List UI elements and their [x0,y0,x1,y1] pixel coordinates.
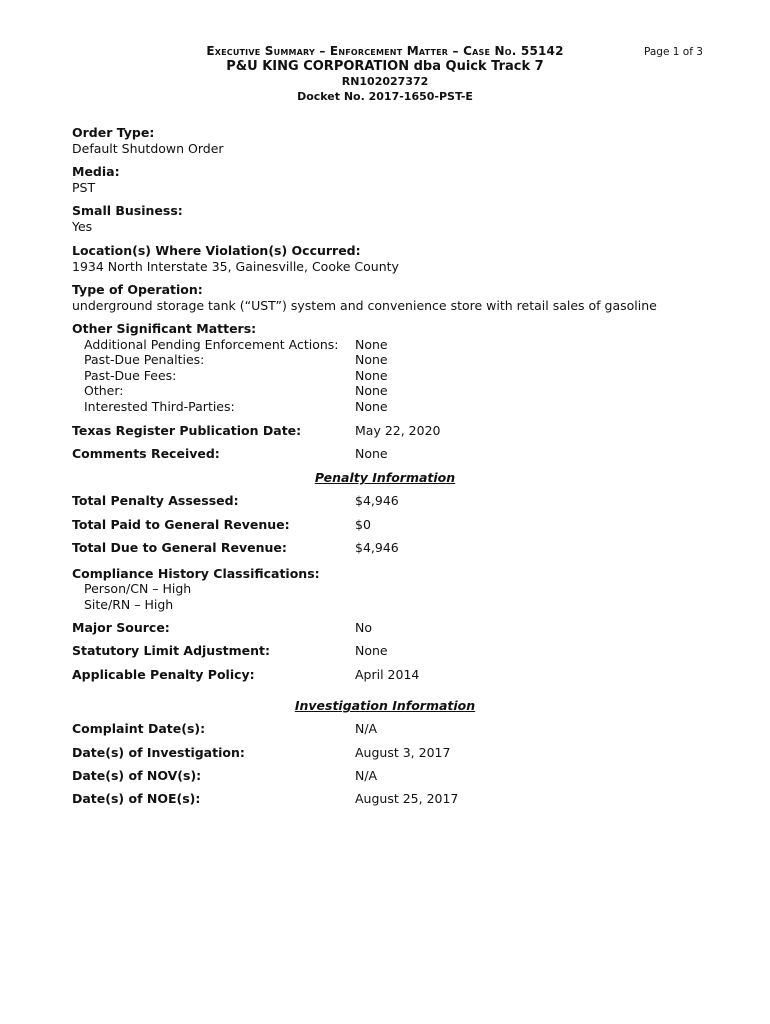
penalty-due-value: $4,946 [355,540,399,555]
major-source-label: Major Source: [72,620,170,635]
other-matters-label: Other Significant Matters: [72,321,257,336]
comments-value: None [355,446,388,461]
comments-label: Comments Received: [72,446,220,461]
company-name: P&U KING CORPORATION dba Quick Track 7 [226,59,544,74]
small-business-value: Yes [72,219,93,234]
other-matters-item-label: Other: [84,383,124,398]
operation-label: Type of Operation: [72,282,203,297]
other-matters-item-label: Past-Due Fees: [84,368,177,383]
compliance-item: Site/RN – High [84,597,174,612]
investigation-date-value: August 3, 2017 [355,745,451,760]
media-value: PST [72,180,96,195]
small-business-label: Small Business: [72,203,183,218]
order-type-value: Default Shutdown Order [72,141,224,156]
register-date-label: Texas Register Publication Date: [72,423,302,438]
statutory-value: None [355,643,388,658]
docket-number: Docket No. 2017-1650-PST-E [297,90,473,103]
policy-label: Applicable Penalty Policy: [72,667,255,682]
location-value: 1934 North Interstate 35, Gainesville, Cooke County [72,259,399,274]
operation-value: underground storage tank (“UST”) system and convenience store with retail sales of gasoline [72,298,657,313]
penalty-due-label: Total Due to General Revenue: [72,540,287,555]
nov-label: Date(s) of NOV(s): [72,768,202,783]
noe-label: Date(s) of NOE(s): [72,791,201,806]
compliance-item: Person/CN – High [84,581,192,596]
other-matters-item-value: None [355,352,388,367]
compliance-label: Compliance History Classifications: [72,566,320,581]
penalty-assessed-value: $4,946 [355,493,399,508]
other-matters-item-value: None [355,399,388,414]
register-date-value: May 22, 2020 [355,423,441,438]
penalty-paid-label: Total Paid to General Revenue: [72,517,290,532]
penalty-paid-value: $0 [355,517,371,532]
document-title: Executive Summary – Enforcement Matter – Case No. 55142 [206,44,564,58]
other-matters-item-label: Additional Pending Enforcement Actions: [84,337,339,352]
noe-value: August 25, 2017 [355,791,459,806]
penalty-assessed-label: Total Penalty Assessed: [72,493,239,508]
investigation-date-label: Date(s) of Investigation: [72,745,245,760]
location-label: Location(s) Where Violation(s) Occurred: [72,243,361,258]
other-matters-item-label: Interested Third-Parties: [84,399,235,414]
policy-value: April 2014 [355,667,420,682]
other-matters-item-value: None [355,337,388,352]
complaint-value: N/A [355,721,378,736]
order-type-label: Order Type: [72,125,155,140]
statutory-label: Statutory Limit Adjustment: [72,643,270,658]
complaint-label: Complaint Date(s): [72,721,206,736]
other-matters-item-value: None [355,383,388,398]
investigation-heading: Investigation Information [294,698,476,713]
media-label: Media: [72,164,120,179]
other-matters-item-value: None [355,368,388,383]
page-number: Page 1 of 3 [644,46,703,58]
major-source-value: No [355,620,372,635]
penalty-heading: Penalty Information [314,470,456,485]
nov-value: N/A [355,768,378,783]
other-matters-item-label: Past-Due Penalties: [84,352,205,367]
rn-number: RN102027372 [341,75,429,88]
